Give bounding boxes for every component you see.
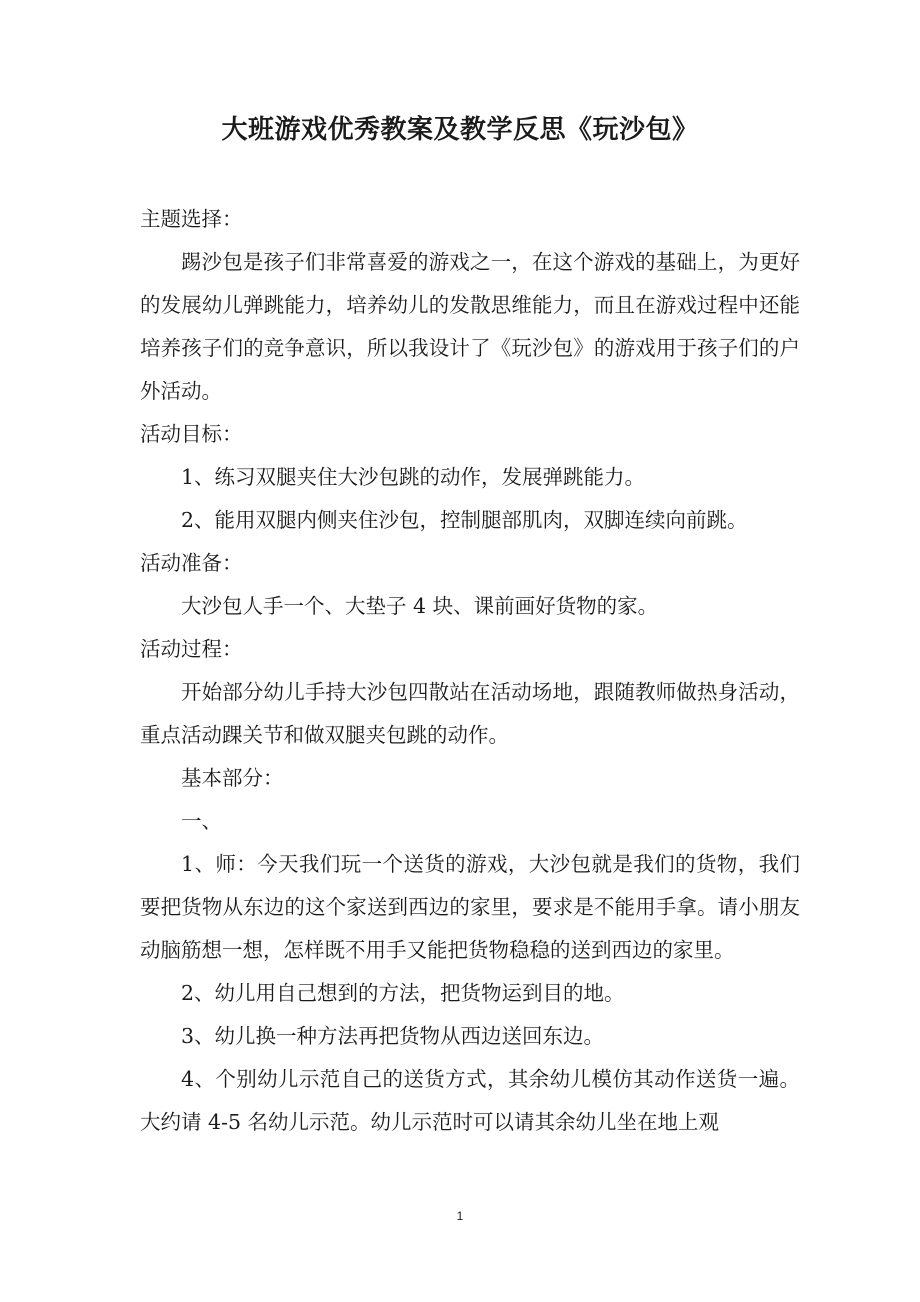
- page-number: 1: [456, 1209, 464, 1223]
- paragraph-topic-description: 踢沙包是孩子们非常喜爱的游戏之一，在这个游戏的基础上，为更好的发展幼儿弹跳能力，培养幼儿的发散思维能力，而且在游戏过程中还能培养孩子们的竞争意识，所以我设计了《玩沙包》的游戏用于孩子们的户外活动。: [140, 250, 800, 403]
- heading-basic-part: 基本部分：: [181, 766, 284, 790]
- preparation-text: 大沙包人手一个、大垫子 4 块、课前画好货物的家。: [181, 594, 659, 618]
- heading-process: 活动过程：: [140, 637, 243, 661]
- goal-item-2: 2、能用双腿内侧夹住沙包，控制腿部肌肉，双脚连续向前跳。: [181, 508, 748, 532]
- step-item-4: 4、个别幼儿示范自己的送货方式，其余幼儿模仿其动作送货一遍。大约请 4-5 名幼儿示范。幼儿示范时可以请其余幼儿坐在地上观: [140, 1067, 800, 1134]
- goal-item-1: 1、练习双腿夹住大沙包跳的动作，发展弹跳能力。: [181, 465, 646, 489]
- heading-goals: 活动目标：: [140, 422, 243, 446]
- document-title: 大班游戏优秀教案及教学反思《玩沙包》: [221, 115, 699, 145]
- step-item-2: 2、幼儿用自己想到的方法，把货物运到目的地。: [181, 981, 625, 1005]
- heading-preparation: 活动准备：: [140, 551, 243, 575]
- paragraph-opening-part: 开始部分幼儿手持大沙包四散站在活动场地，跟随教师做热身活动，重点活动踝关节和做双腿夹包跳的动作。: [140, 680, 800, 747]
- step-item-1: 1、师：今天我们玩一个送货的游戏，大沙包就是我们的货物，我们要把货物从东边的这个家送到西边的家里，要求是不能用手拿。请小朋友动脑筋想一想，怎样既不用手又能把货物稳稳的送到西边的家里。: [140, 852, 800, 962]
- step-item-3: 3、幼儿换一种方法再把货物从西边送回东边。: [181, 1024, 605, 1048]
- heading-topic: 主题选择：: [140, 207, 243, 231]
- section-number-one: 一、: [181, 809, 222, 833]
- document-body: [140, 198, 800, 1144]
